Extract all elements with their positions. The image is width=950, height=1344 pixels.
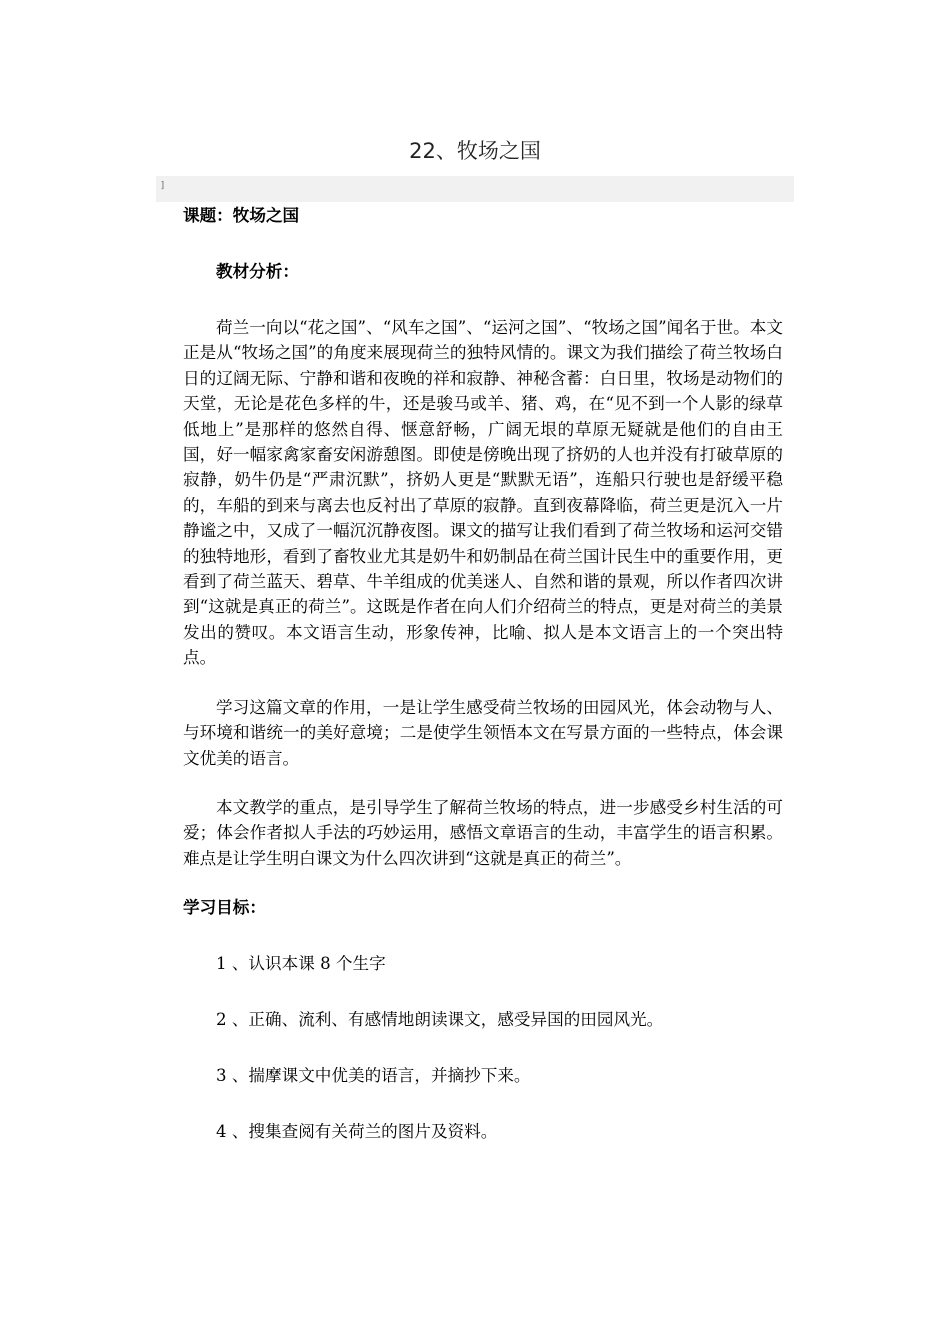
document-body <box>183 203 783 1145</box>
analysis-heading: 教材分析： <box>216 262 299 281</box>
goals-heading: 学习目标： <box>183 898 266 918</box>
document-title: 22、牧场之国 <box>409 139 541 163</box>
bar-mark: ] <box>160 181 166 191</box>
analysis-paragraph: 荷兰一向以“花之国”、“风车之国”、“运河之国”、“牧场之国”闻名于世。本文正是从“牧场之国”的角度来展现荷兰的独特风情的。课文为我们描绘了荷兰牧场白日的辽阔无际、宁静和谐和夜晚的祥和寂静、神秘含蓄：白日里，牧场是动物们的天堂，无论是花色多样的牛，还是骏马或羊、猪、鸡，在“见不到一个人影的绿草低地上”是那样的悠然自得、惬意舒畅，广阔无垠的草原无疑就是他们的自由王国，好一幅家禽家畜安闲游憩图。即使是傍晚出现了挤奶的人也并没有打破草原的寂静，奶牛仍是“严肃沉默”，挤奶人更是“默默无语”，连船只行驶也是舒缓平稳的，车船的到来与离去也反衬出了草原的寂静。直到夜幕降临，荷兰更是沉入一片静谧之中，又成了一幅沉沉静夜图。课文的描写让我们看到了荷兰牧场和运河交错的独特地形，看到了畜牧业尤其是奶牛和奶制品在荷兰国计民生中的重要作用，更看到了荷兰蓝天、碧草、牛羊组成的优美迷人、自然和谐的景观，所以作者四次讲到“这就是真正的荷兰”。这既是作者在向人们介绍荷兰的特点，更是对荷兰的美景发出的赞叹。本文语言生动，形象传神，比喻、拟人是本文语言上的一个突出特点。 <box>183 318 783 668</box>
header-bar <box>156 176 794 202</box>
purpose-paragraph: 学习这篇文章的作用，一是让学生感受荷兰牧场的田园风光，体会动物与人、与环境和谐统一的美好意境；二是使学生领悟本文在写景方面的一些特点，体会课文优美的语言。 <box>183 697 783 768</box>
goal-item: 3 、揣摩课文中优美的语言，并摘抄下来。 <box>216 1066 531 1086</box>
focus-paragraph: 本文教学的重点，是引导学生了解荷兰牧场的特点，进一步感受乡村生活的可爱；体会作者拟人手法的巧妙运用，感悟文章语言的生动，丰富学生的语言积累。难点是让学生明白课文为什么四次讲到“这就是真正的荷兰”。 <box>183 797 783 868</box>
lesson-heading: 课题：牧场之国 <box>183 206 300 225</box>
goal-item: 2 、正确、流利、有感情地朗读课文，感受异国的田园风光。 <box>216 1010 664 1030</box>
goal-item: 4 、搜集查阅有关荷兰的图片及资料。 <box>216 1122 498 1142</box>
goal-item: 1 、认识本课 8 个生字 <box>216 954 386 974</box>
